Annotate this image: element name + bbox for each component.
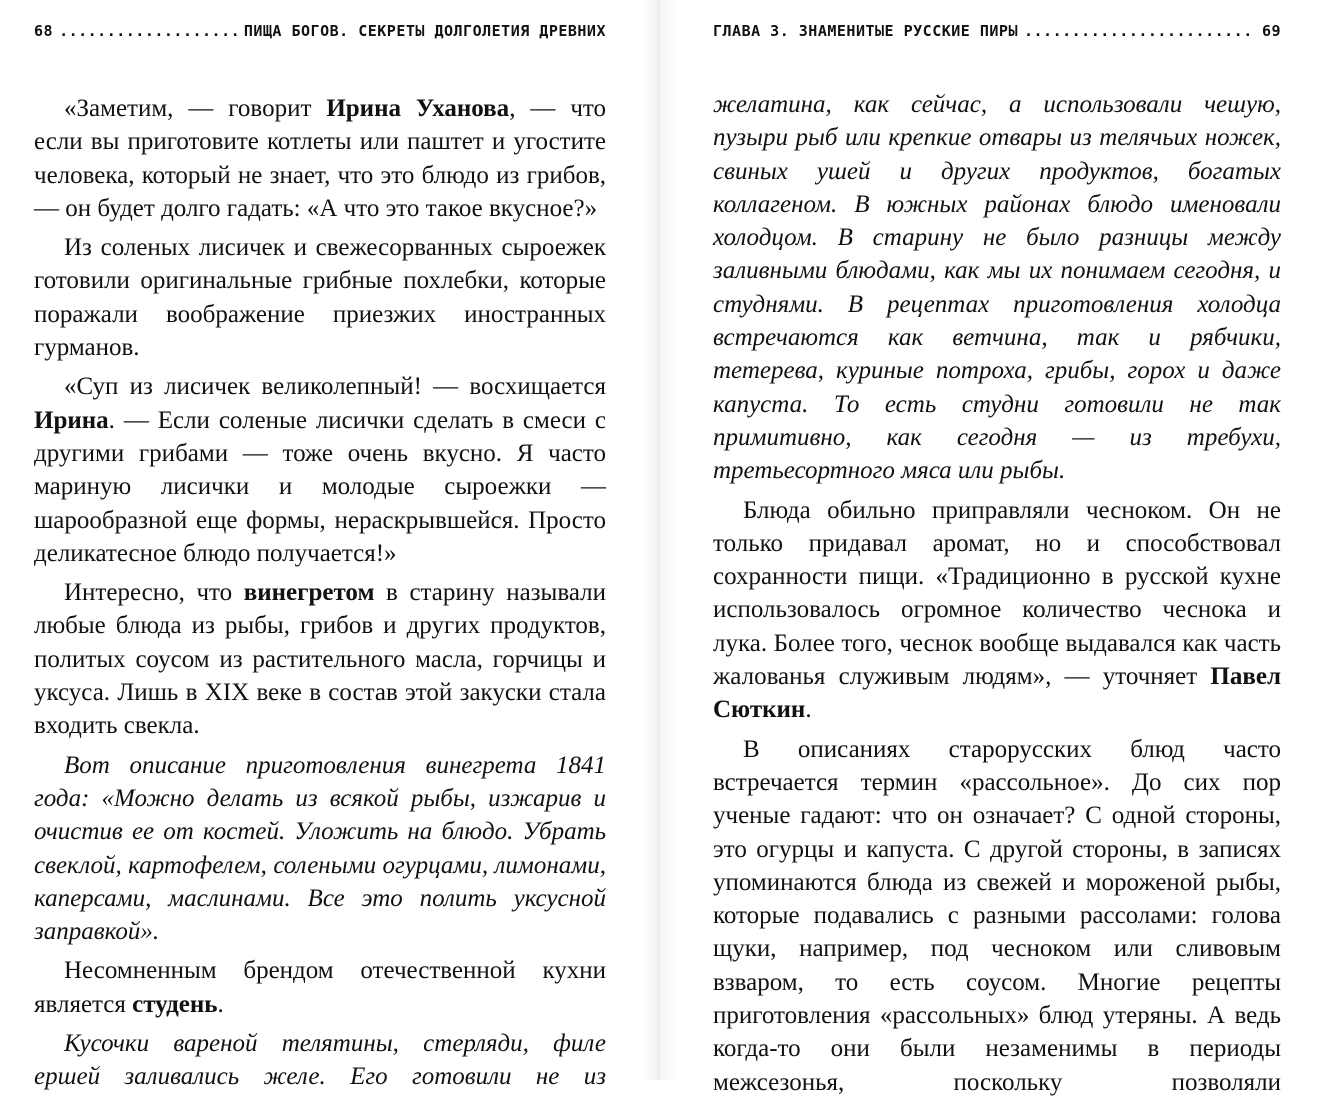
paragraph: Несомненным брендом отечественной кухни является студень. <box>34 957 606 1018</box>
leader-dots <box>1024 22 1256 40</box>
right-body-text <box>713 88 1281 1099</box>
paragraph: «Суп из лисичек великолепный! — восхищается Ирина. — Если соленые лисички сделать в смеси с другими грибами — тоже очень вкусно. Я часто мариную лисички и молодые сыроежки — шарообразной еще формы, нераскрывшейся. Просто деликатесное блюдо получается!» <box>34 373 606 567</box>
paragraph: В описаниях старорусских блюд часто встречается термин «рассольное». До сих пор ученые гадают: что он означает? С одной стороны, это огурцы и капуста. С другой стороны, в записях упоминаются блюда из свежей и мороженой рыбы, которые подавались с разными рассолами: голова щуки, например, под чесноком или сливовым взваром, то есть соусом. Многие рецепты приготовления «рассольных» блюд утеряны. А ведь когда-то они были незаменимы в периоды межсезонья, поскольку позволяли <box>713 735 1281 1096</box>
person-name: Павел Сюткин <box>713 663 1281 724</box>
right-running-header <box>713 18 1281 44</box>
italic-paragraph: Кусочки вареной телятины, стерляди, филе ершей заливались желе. Его готовили не из <box>34 1030 606 1091</box>
italic-paragraph: желатина, как сейчас, а использовали чешую, пузыри рыб или крепкие отвары из телячьих ножек, свиных ушей и других продуктов, богатых коллагеном. В южных районах блюдо именовали холодцом. В старину не было разницы между заливными блюдами, как мы их понимаем сегодня, и студнями. В рецептах приготовления холодца встречаются как ветчина, так и рябчики, тетерева, куриные потроха, грибы, горох и даже капуста. То есть студни готовили не так примитивно, как сегодня — из требухи, третьесортного мяса или рыбы. <box>713 91 1281 485</box>
person-name: Ирина Уханова <box>326 95 510 122</box>
left-page <box>0 0 640 1091</box>
right-page-number: 69 <box>1261 22 1281 40</box>
paragraph: Из соленых лисичек и свежесорванных сыроежек готовили оригинальные грибные похлебки, которые поражали воображение приезжих иностранных гурманов. <box>34 234 606 362</box>
left-running-header <box>34 18 606 44</box>
left-page-number: 68 <box>34 22 54 40</box>
left-header-title: ПИЩА БОГОВ. СЕКРЕТЫ ДОЛГОЛЕТИЯ ДРЕВНИХ <box>243 22 606 40</box>
term: студень <box>132 990 218 1018</box>
recipe-quote: Вот описание приготовления винегрета 1841 года: «Можно делать из всякой рыбы, изжарив и очистив ее от костей. Уложить на блюдо. Убрать свеклой, картофелем, солеными огурцами, лимонами, каперсами, маслинами. Все это полить уксусной заправкой». <box>34 751 606 946</box>
paragraph: «Заметим, — говорит Ирина Уханова, — что если вы приготовите котлеты или паштет и угостите человека, который не знает, что это блюдо из грибов, — он будет долго гадать: «А что это такое вкусное?» <box>34 95 606 222</box>
right-header-title: ГЛАВА 3. ЗНАМЕНИТЫЕ РУССКИЕ ПИРЫ <box>713 22 1018 40</box>
paragraph: Интересно, что винегретом в старину называли любые блюда из рыбы, грибов и других продуктов, политых соусом из растительного масла, горчицы и уксуса. Лишь в XIX веке в состав этой закуски стала входить свекла. <box>34 579 606 740</box>
paragraph: Блюда обильно приправляли чесноком. Он не только придавал аромат, но и способствовал сохранности пищи. «Традиционно в русской кухне использовалось огромное количество чеснока и лука. Более того, чеснок вообще выдавался как часть жалованья служивым людям», — уточняет Павел Сюткин. <box>713 496 1281 724</box>
person-name: Ирина <box>34 406 109 434</box>
right-page <box>677 0 1317 1096</box>
book-gutter <box>640 0 677 1080</box>
leader-dots <box>59 22 238 40</box>
term: винегретом <box>243 579 375 607</box>
left-body-text <box>34 92 606 1094</box>
